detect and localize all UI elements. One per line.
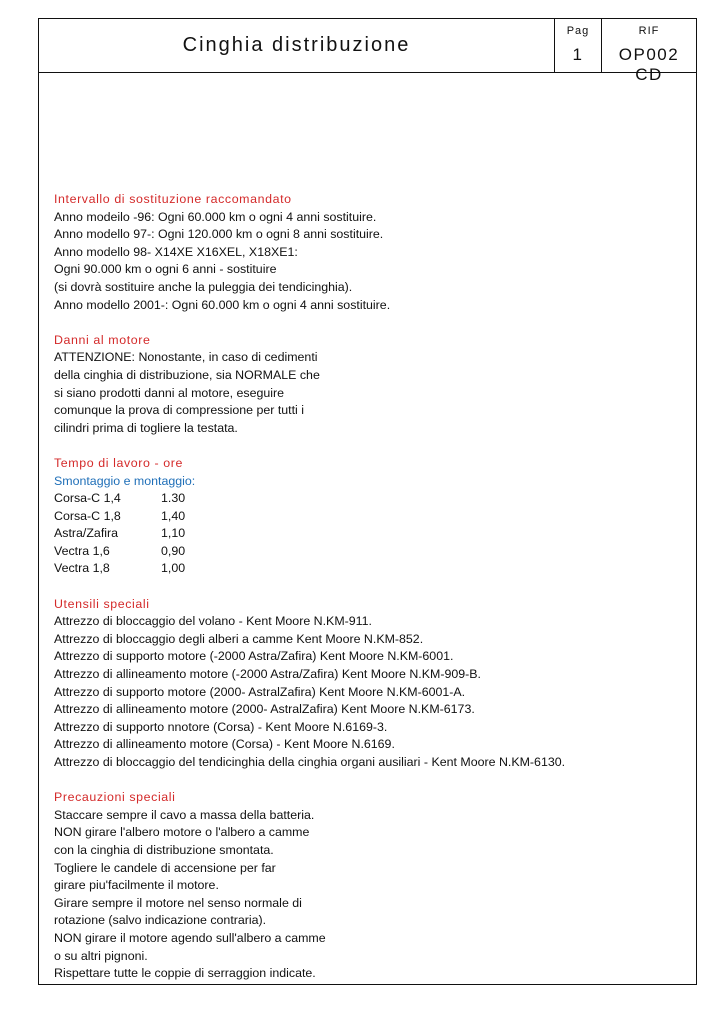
text-line: cilindri prima di togliere la testata. <box>54 420 238 435</box>
text-line: Attrezzo di supporto nnotore (Corsa) - Kent Moore N.6169-3. <box>54 719 388 734</box>
text-line: Attrezzo di allineamento motore (-2000 Astra/Zafira) Kent Moore N.KM-909-B. <box>54 667 481 682</box>
document-title: Cinghia distribuzione <box>182 34 411 56</box>
text-line: girare piu'facilmente il motore. <box>54 878 219 893</box>
model-name: Vectra 1,6 <box>54 543 110 558</box>
time-row <box>54 490 689 508</box>
reference-box <box>601 19 696 84</box>
section-heading: Utensili speciali <box>54 596 150 611</box>
model-name: Corsa-C 1,8 <box>54 508 121 523</box>
text-line: o su altri pignoni. <box>54 948 148 963</box>
text-line: Anno modello 2001-: Ogni 60.000 km o ogni 4 anni sostituire. <box>54 297 391 312</box>
hours-value: 1,10 <box>161 526 186 541</box>
section-intervallo <box>54 191 689 314</box>
text-line: Attrezzo di supporto motore (-2000 Astra/Zafira) Kent Moore N.KM-6001. <box>54 649 454 664</box>
document-body <box>54 191 689 983</box>
time-row <box>54 508 689 526</box>
text-line: con la cinghia di distribuzione smontata. <box>54 842 274 857</box>
page-number-box <box>554 19 601 72</box>
text-line: Staccare sempre il cavo a massa della batteria. <box>54 807 315 822</box>
text-line: Anno modello 97-: Ogni 120.000 km o ogni 8 anni sostituire. <box>54 227 384 242</box>
section-precauzioni <box>54 789 689 983</box>
text-line: Rispettare tutte le coppie di serraggion indicate. <box>54 966 316 981</box>
text-line: rotazione (salvo indicazione contraria). <box>54 913 267 928</box>
text-line: Anno modeilo -96: Ogni 60.000 km o ogni 4 anni sostituire. <box>54 209 377 224</box>
text-line: ATTENZIONE: Nonostante, in caso di cedimenti <box>54 350 318 365</box>
text-line: della cinghia di distribuzione, sia NORMALE che <box>54 367 320 382</box>
time-row <box>54 525 689 543</box>
section-subheading: Smontaggio e montaggio: <box>54 473 196 488</box>
text-line: Attrezzo di allineamento motore (2000- AstralZafira) Kent Moore N.KM-6173. <box>54 702 475 717</box>
hours-value: 1.30 <box>161 491 186 506</box>
model-name: Astra/Zafira <box>54 526 119 541</box>
text-line: Attrezzo di supporto motore (2000- AstralZafira) Kent Moore N.KM-6001-A. <box>54 684 466 699</box>
hours-value: 0,90 <box>161 543 186 558</box>
section-heading: Precauzioni speciali <box>54 790 176 805</box>
text-line: si siano prodotti danni al motore, eseguire <box>54 385 285 400</box>
text-line: Girare sempre il motore nel senso normale di <box>54 895 302 910</box>
time-row <box>54 543 689 561</box>
hours-value: 1,40 <box>161 508 186 523</box>
page-number: 1 <box>572 45 584 64</box>
model-name: Corsa-C 1,4 <box>54 491 121 506</box>
text-line: Ogni 90.000 km o ogni 6 anni - sostituire <box>54 262 277 277</box>
section-heading: Danni al motore <box>54 332 151 347</box>
text-line: comunque la prova di compressione per tutti i <box>54 403 305 418</box>
reference-code: OP002 CD <box>618 45 680 84</box>
page-frame <box>38 18 697 985</box>
text-line: Attrezzo di bloccaggio degli alberi a camme Kent Moore N.KM-852. <box>54 631 424 646</box>
text-line: Anno modello 98- X14XE X16XEL, X18XE1: <box>54 244 298 259</box>
document-header <box>39 19 696 84</box>
text-line: (si dovrà sostituire anche la puleggia dei tendicinghia). <box>54 279 353 294</box>
section-heading: Intervallo di sostituzione raccomandato <box>54 192 292 206</box>
section-tempo <box>54 455 689 578</box>
text-line: NON girare il motore agendo sull'albero a camme <box>54 930 326 945</box>
page-label: Pag <box>566 25 590 37</box>
text-line: Attrezzo di bloccaggio del tendicinghia della cinghia organi ausiliari - Kent Moore N.KM-6130. <box>54 755 566 769</box>
section-heading: Tempo di lavoro - ore <box>54 455 183 470</box>
text-line: Togliere le candele di accensione per far <box>54 860 276 875</box>
reference-label: RIF <box>638 25 660 37</box>
section-utensili <box>54 596 689 772</box>
time-row <box>54 560 689 578</box>
hours-value: 1,00 <box>161 561 186 576</box>
text-line: Attrezzo di allineamento motore (Corsa) - Kent Moore N.6169. <box>54 737 395 752</box>
section-danni <box>54 332 689 438</box>
text-line: Attrezzo di bloccaggio del volano - Kent Moore N.KM-911. <box>54 614 372 629</box>
text-line: NON girare l'albero motore o l'albero a camme <box>54 825 310 840</box>
model-name: Vectra 1,8 <box>54 561 110 576</box>
